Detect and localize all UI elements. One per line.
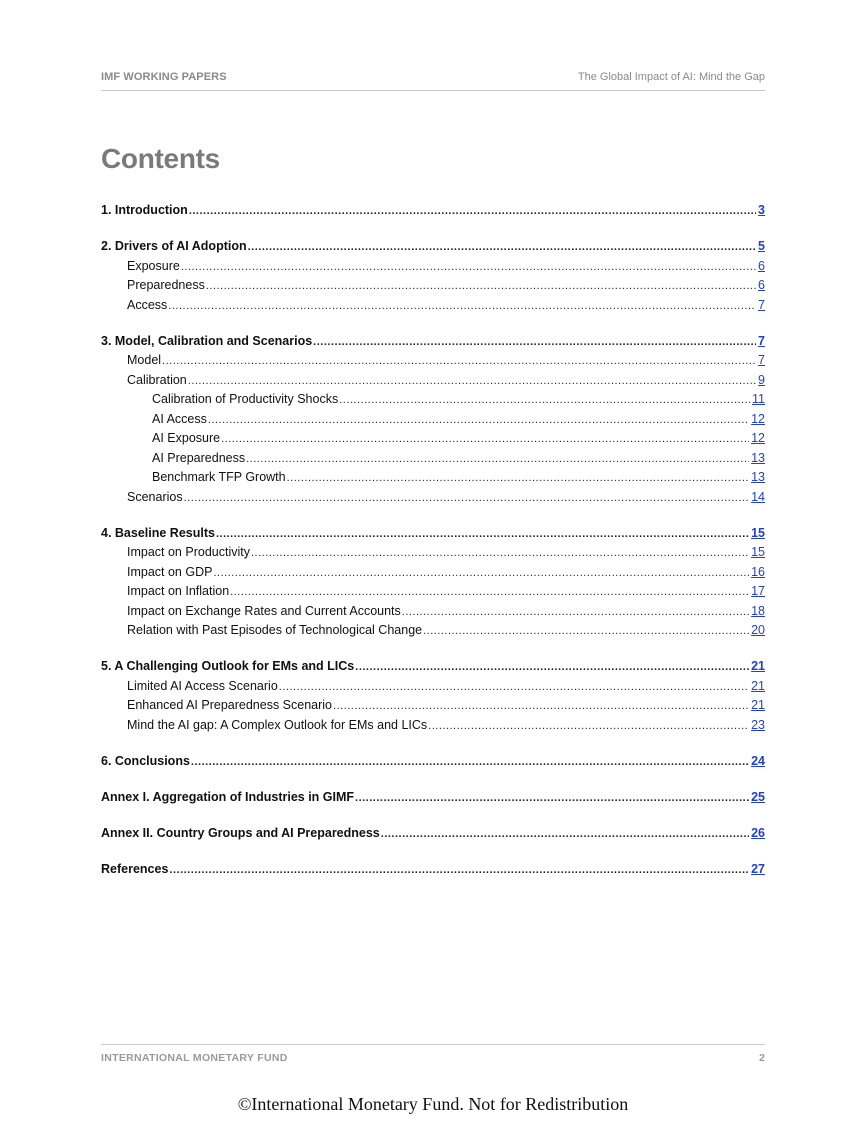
toc-entry-label: Annex II. Country Groups and AI Preparedness — [101, 825, 380, 840]
toc-entry[interactable] — [101, 679, 765, 699]
toc-entry[interactable] — [101, 698, 765, 718]
toc-page-link[interactable]: 24 — [751, 753, 765, 768]
toc-dot-leader — [428, 720, 749, 732]
toc-entry-label: Access — [127, 297, 168, 312]
toc-dot-leader — [221, 433, 749, 445]
toc-entry-label: Calibration of Productivity Shocks — [152, 392, 339, 406]
toc-dot-leader — [251, 547, 749, 559]
toc-page-link[interactable]: 3 — [758, 203, 765, 217]
toc-page-link[interactable]: 9 — [758, 372, 765, 387]
toc-page-link[interactable]: 23 — [751, 717, 765, 732]
toc-entry[interactable] — [101, 353, 765, 373]
toc-page-link[interactable]: 13 — [751, 470, 765, 484]
toc-entry-label: Benchmark TFP Growth — [152, 470, 286, 484]
toc-dot-leader — [206, 280, 756, 292]
toc-dot-leader — [216, 528, 749, 540]
page-footer — [101, 1044, 765, 1065]
toc-entry-label: AI Exposure — [152, 431, 221, 445]
toc-page-link[interactable]: 7 — [758, 353, 765, 367]
toc-entry-label: 1. Introduction — [101, 203, 188, 217]
toc-page-link[interactable]: 7 — [758, 297, 765, 312]
toc-page-link[interactable]: 21 — [751, 659, 765, 673]
toc-entry-label: Limited AI Access Scenario — [127, 678, 278, 693]
toc-entry[interactable] — [101, 718, 765, 738]
toc-page-link[interactable]: 26 — [751, 825, 765, 840]
toc-page-link[interactable]: 12 — [751, 431, 765, 445]
header-paper-title: The Global Impact of AI: Mind the Gap — [577, 71, 765, 83]
table-of-contents — [101, 203, 765, 881]
toc-page-link[interactable]: 21 — [751, 678, 765, 693]
toc-page-link[interactable]: 6 — [758, 278, 765, 292]
page-header — [101, 70, 765, 91]
toc-page-link[interactable]: 13 — [751, 450, 765, 465]
toc-dot-leader — [188, 375, 756, 387]
toc-dot-leader — [169, 864, 749, 876]
toc-entry-label: 6. Conclusions — [101, 753, 190, 768]
toc-dot-leader — [339, 394, 750, 406]
toc-page-link[interactable]: 21 — [751, 698, 765, 712]
toc-entry[interactable] — [101, 334, 765, 354]
toc-entry[interactable] — [101, 623, 765, 643]
toc-dot-leader — [181, 261, 756, 273]
toc-entry[interactable] — [101, 584, 765, 604]
toc-dot-leader — [355, 792, 749, 804]
toc-entry[interactable] — [101, 373, 765, 393]
copyright-notice: ©International Monetary Fund. Not for Redistribution — [237, 1094, 629, 1114]
toc-entry-label: Impact on Exchange Rates and Current Accounts — [127, 603, 401, 618]
toc-entry-label: Annex I. Aggregation of Industries in GIMF — [101, 789, 355, 804]
toc-dot-leader — [213, 567, 749, 579]
toc-dot-leader — [287, 472, 749, 484]
toc-page-link[interactable]: 20 — [751, 623, 765, 637]
toc-dot-leader — [184, 492, 750, 504]
toc-entry[interactable] — [101, 278, 765, 298]
toc-dot-leader — [168, 300, 756, 312]
toc-entry[interactable] — [101, 298, 765, 318]
toc-page-link[interactable]: 6 — [758, 258, 765, 273]
toc-page-link[interactable]: 15 — [751, 545, 765, 559]
toc-entry[interactable] — [101, 659, 765, 679]
toc-dot-leader — [355, 661, 749, 673]
toc-entry[interactable] — [101, 451, 765, 471]
toc-dot-leader — [162, 355, 756, 367]
page-number: 2 — [759, 1052, 765, 1064]
page-title: Contents — [101, 143, 220, 174]
toc-entry-label: 4. Baseline Results — [101, 525, 215, 540]
toc-entry[interactable] — [101, 490, 765, 510]
header-publication-name: IMF WORKING PAPERS — [101, 71, 227, 83]
toc-page-link[interactable]: 14 — [751, 489, 765, 504]
toc-page-link[interactable]: 17 — [751, 584, 765, 598]
toc-entry-label: AI Access — [152, 411, 207, 426]
toc-page-link[interactable]: 7 — [758, 333, 765, 348]
toc-entry[interactable] — [101, 392, 765, 412]
toc-dot-leader — [246, 453, 749, 465]
toc-entry-label: Mind the AI gap: A Complex Outlook for EMs and LICs — [127, 717, 428, 732]
toc-entry-label: Impact on Inflation — [127, 584, 230, 598]
toc-page-link[interactable]: 27 — [751, 861, 765, 876]
toc-dot-leader — [381, 828, 749, 840]
toc-entry[interactable] — [101, 826, 765, 846]
toc-dot-leader — [189, 205, 756, 217]
toc-entry[interactable] — [101, 545, 765, 565]
toc-entry-label: 3. Model, Calibration and Scenarios — [101, 333, 313, 348]
toc-page-link[interactable]: 12 — [751, 411, 765, 426]
toc-page-link[interactable]: 18 — [751, 603, 765, 618]
toc-entry-label: Exposure — [127, 258, 180, 273]
toc-page-link[interactable]: 25 — [751, 789, 765, 804]
toc-entry-label: 5. A Challenging Outlook for EMs and LICs — [101, 659, 355, 673]
toc-entry-label: 2. Drivers of AI Adoption — [101, 239, 247, 253]
toc-page-link[interactable]: 16 — [751, 564, 765, 579]
toc-dot-leader — [333, 700, 749, 712]
toc-dot-leader — [313, 336, 756, 348]
toc-entry[interactable] — [101, 431, 765, 451]
toc-entry[interactable] — [101, 754, 765, 774]
toc-entry-label: Enhanced AI Preparedness Scenario — [127, 698, 332, 712]
toc-dot-leader — [208, 414, 749, 426]
footer-organization: INTERNATIONAL MONETARY FUND — [101, 1052, 288, 1064]
toc-entry-label: Model — [127, 353, 162, 367]
toc-entry[interactable] — [101, 412, 765, 432]
toc-entry-label: Relation with Past Episodes of Technological Change — [127, 623, 423, 637]
toc-dot-leader — [191, 756, 749, 768]
toc-entry[interactable] — [101, 203, 765, 223]
toc-page-link[interactable]: 15 — [751, 525, 765, 540]
toc-entry-label: Scenarios — [127, 489, 183, 504]
toc-entry-label: Impact on Productivity — [127, 545, 250, 559]
toc-entry[interactable] — [101, 259, 765, 279]
toc-entry[interactable] — [101, 526, 765, 546]
toc-entry[interactable] — [101, 239, 765, 259]
toc-dot-leader — [230, 586, 749, 598]
toc-dot-leader — [248, 241, 756, 253]
toc-entry-label: Impact on GDP — [127, 564, 213, 579]
toc-page-link[interactable]: 11 — [752, 392, 765, 406]
toc-entry[interactable] — [101, 604, 765, 624]
toc-entry[interactable] — [101, 565, 765, 585]
toc-entry[interactable] — [101, 470, 765, 490]
toc-entry-label: AI Preparedness — [152, 450, 246, 465]
toc-entry-label: Calibration — [127, 372, 187, 387]
toc-page-link[interactable]: 5 — [758, 239, 765, 253]
toc-dot-leader — [423, 625, 749, 637]
toc-entry[interactable] — [101, 862, 765, 882]
toc-entry-label: Preparedness — [127, 278, 205, 292]
toc-dot-leader — [402, 606, 749, 618]
toc-dot-leader — [279, 681, 749, 693]
toc-entry[interactable] — [101, 790, 765, 810]
toc-entry-label: References — [101, 861, 169, 876]
